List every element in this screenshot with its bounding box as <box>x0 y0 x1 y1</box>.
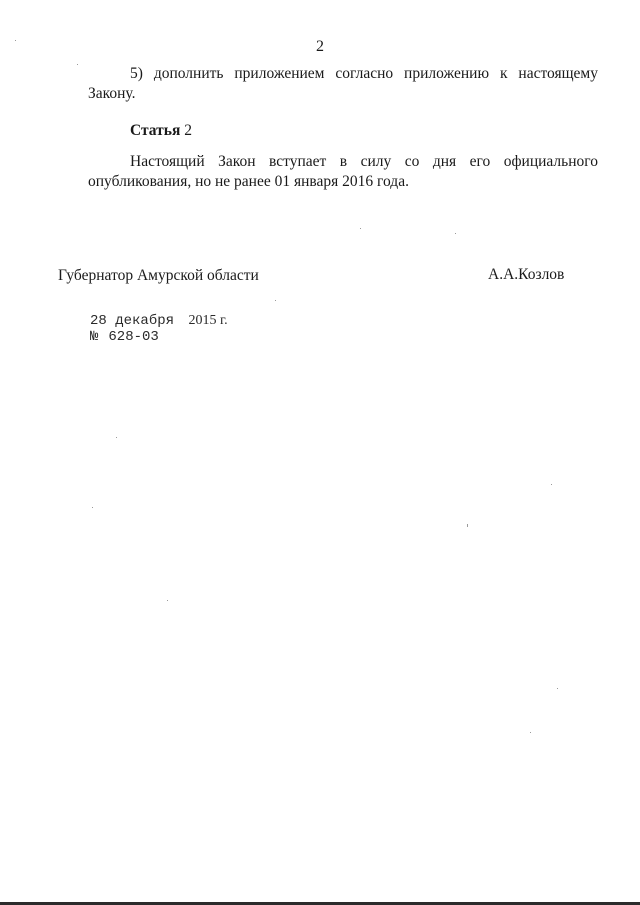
effective-date-paragraph: Настоящий Закон вступает в силу со дня его официального опубликования, но не ранее 01 января 2016 года. <box>88 153 598 190</box>
article-heading <box>130 122 192 140</box>
signing-year: 2015 г. <box>188 313 228 328</box>
scan-speck <box>557 688 558 689</box>
article-number: 2 <box>184 122 192 139</box>
article-label: Статья <box>130 122 181 139</box>
law-number: 628-03 <box>108 329 159 345</box>
law-number-line <box>90 329 159 345</box>
scan-speck <box>467 524 468 527</box>
scan-speck <box>360 228 361 229</box>
signatory-title: Губернатор Амурской области <box>58 267 259 284</box>
scan-speck <box>455 233 456 234</box>
scan-speck <box>275 300 276 301</box>
scan-speck <box>116 437 117 438</box>
scan-speck <box>551 484 552 485</box>
scan-speck <box>530 732 531 733</box>
scan-speck <box>15 40 16 41</box>
signing-date <box>90 313 228 329</box>
amendment-paragraph: 5) дополнить приложением согласно приложению к настоящему Закону. <box>88 65 598 102</box>
signing-day: 28 <box>90 313 107 329</box>
page-number: 2 <box>316 38 324 55</box>
scan-speck <box>92 507 93 508</box>
number-sign: № <box>90 329 99 345</box>
signing-month: декабря <box>115 313 175 329</box>
scan-speck <box>77 64 78 65</box>
signatory-name: А.А.Козлов <box>488 266 565 283</box>
scan-speck <box>167 600 168 601</box>
